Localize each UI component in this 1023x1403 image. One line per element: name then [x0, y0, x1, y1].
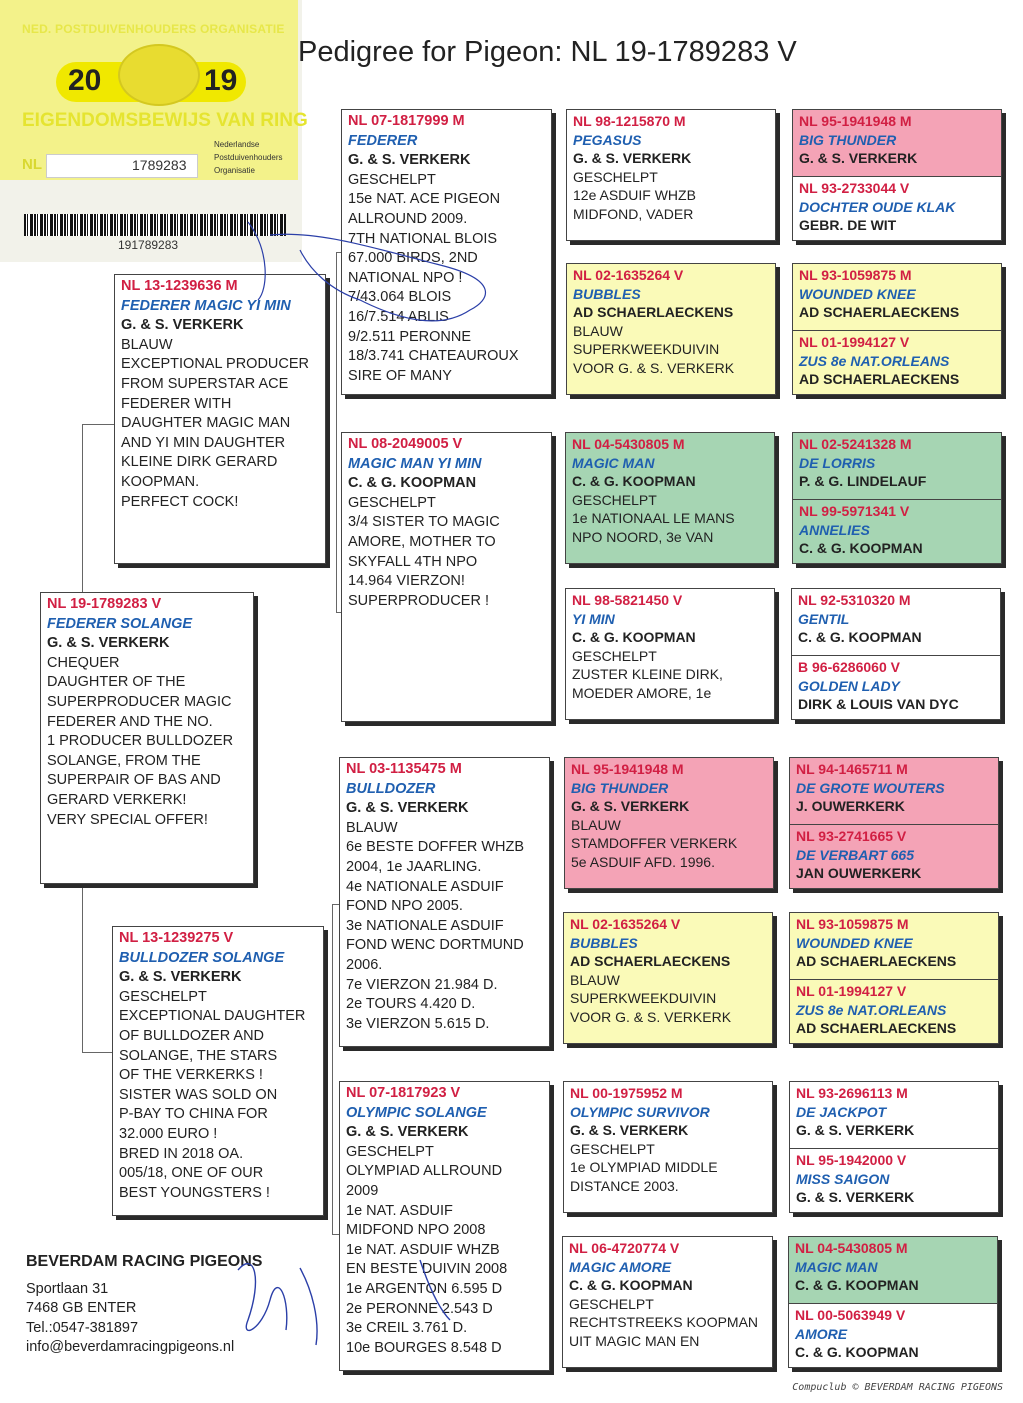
pigeon-note-line: 1e NAT. ASDUIF — [346, 1202, 453, 1219]
pigeon-name: BULLDOZER — [346, 780, 436, 797]
ring-number: NL 00-1975952 M — [570, 1085, 683, 1101]
pigeon-note-line: SKYFALL 4TH NPO — [348, 553, 478, 570]
pigeon-entry — [790, 758, 998, 824]
pigeon-note-line: RECHTSTREEKS KOOPMAN — [569, 1314, 759, 1330]
pigeon-entry — [790, 979, 998, 1044]
ring-number: NL 04-5430805 M — [795, 1240, 908, 1256]
connector-line — [332, 904, 333, 1234]
pigeon-note-line: 7TH NATIONAL BLOIS — [348, 230, 498, 247]
pigeon-note-line: EXCEPTIONAL DAUGHTER — [119, 1008, 306, 1025]
certificate-country: NL — [22, 156, 42, 173]
ring-number: NL 92-5310320 M — [798, 592, 911, 608]
pigeon-note-line: 2004, 1e JAARLING. — [346, 858, 482, 875]
pigeon-card-great-granddam-4 — [562, 1236, 773, 1368]
pigeon-note-line: 6e BESTE DOFFER WHZB — [346, 839, 525, 856]
pigeon-note-line: SUPERPRODUCER ! — [348, 592, 489, 609]
pigeon-note-line: 3e CREIL 3.761 D. — [346, 1320, 468, 1337]
breeder: G. & S. VERKERK — [346, 1124, 469, 1141]
ring-number: NL 03-1135475 M — [346, 761, 462, 777]
pigeon-entry — [789, 1303, 997, 1368]
pigeon-name: BIG THUNDER — [571, 779, 669, 796]
breeder: G. & S. VERKERK — [796, 1189, 915, 1205]
pigeon-note-line: STAMDOFFER VERKERK — [571, 835, 738, 851]
breeder: G. & S. VERKERK — [570, 1122, 689, 1138]
certificate-label: EIGENDOMSBEWIJS VAN RING — [22, 110, 308, 131]
pigeon-name: MAGIC MAN YI MIN — [348, 455, 482, 472]
pigeon-note-line: ZUSTER KLEINE DIRK, — [572, 666, 723, 682]
ring-number: NL 07-1817999 M — [348, 113, 465, 129]
pigeon-entry — [793, 176, 1001, 241]
pigeon-name: BULLDOZER SOLANGE — [119, 949, 285, 966]
certificate-organisation: NED. POSTDUIVENHOUDERS ORGANISATIE — [22, 22, 285, 36]
pigeon-name: YI MIN — [572, 610, 615, 627]
ring-number: NL 13-1239636 M — [121, 278, 238, 294]
connector-line — [336, 252, 337, 612]
pigeon-note-line: FEDERER AND THE NO. — [47, 713, 213, 730]
certificate-ring-number: 1789283 — [132, 157, 187, 173]
pigeon-note-line: 2009 — [346, 1182, 379, 1199]
pigeon-note-line: 1e OLYMPIAD MIDDLE — [570, 1159, 718, 1175]
pigeon-card-great-granddam-1 — [566, 263, 776, 395]
pigeon-card-grandsire-2 — [339, 757, 550, 1047]
pigeon-note-line: GESCHELPT — [572, 647, 657, 664]
pigeon-note-line: OF THE VERKERKS ! — [119, 1067, 263, 1084]
ring-number: NL 95-1941948 M — [799, 113, 912, 129]
pigeon-notes — [573, 168, 769, 224]
pigeon-note-line: VERY SPECIAL OFFER! — [47, 811, 208, 828]
ring-number: NL 02-1635264 V — [570, 916, 681, 932]
pigeon-card-great-grandsire-2 — [565, 432, 775, 564]
pigeon-note-line: DAUGHTER MAGIC MAN — [121, 415, 291, 432]
ring-number: NL 06-4720774 V — [569, 1240, 680, 1256]
breeder: G. & S. VERKERK — [119, 969, 242, 986]
pigeon-pair-card-8 — [788, 1236, 998, 1368]
breeder: G. & S. VERKERK — [47, 635, 170, 652]
pigeon-card-granddam-1 — [341, 432, 552, 722]
contact-block — [26, 1252, 262, 1358]
pigeon-note-line: UIT MAGIC MAN EN — [569, 1332, 700, 1349]
pigeon-note-line: BEST YOUNGSTERS ! — [119, 1184, 270, 1201]
pigeon-note-line: OF BULLDOZER AND — [119, 1027, 265, 1044]
pigeon-name: GOLDEN LADY — [798, 677, 900, 694]
pigeon-note-line: 10e BOURGES 8.548 D — [346, 1339, 502, 1356]
pigeon-note-line: SUPERPRODUCER MAGIC — [47, 693, 232, 710]
pigeon-note-line: OLYMPIAD ALLROUND — [346, 1163, 503, 1180]
pigeon-note-line: AND YI MIN DAUGHTER — [121, 434, 286, 451]
ring-number: NL 93-2741665 V — [796, 828, 907, 844]
breeder: G. & S. VERKERK — [346, 800, 469, 817]
connector-line — [82, 424, 116, 425]
pigeon-entry — [790, 913, 998, 979]
pigeon-name: ANNELIES — [799, 521, 870, 538]
pigeon-note-line: 3e NATIONALE ASDUIF — [346, 917, 504, 934]
pigeon-name: DE JACKPOT — [796, 1103, 887, 1120]
pigeon-notes — [346, 1143, 543, 1359]
pigeon-notes — [348, 494, 545, 612]
pigeon-note-line: GESCHELPT — [348, 171, 436, 188]
pigeon-notes — [119, 988, 317, 1204]
pigeon-pair-card-5 — [789, 757, 999, 889]
breeder: AD SCHAERLAECKENS — [799, 371, 960, 387]
pigeon-card-dam — [112, 926, 324, 1216]
pigeon-note-line: SUPERPAIR OF BAS AND — [47, 772, 221, 789]
breeder: GEBR. DE WIT — [799, 217, 897, 233]
breeder: G. & S. VERKERK — [573, 150, 692, 166]
ring-number: NL 95-1941948 M — [571, 761, 684, 777]
pigeon-note-line: GESCHELPT — [569, 1295, 654, 1312]
pigeon-card-great-grandsire-1 — [566, 109, 776, 241]
pigeon-pair-card-7 — [789, 1081, 999, 1213]
ring-number: NL 00-5063949 V — [795, 1307, 906, 1323]
ring-number: NL 93-1059875 M — [796, 916, 909, 932]
pigeon-entry — [793, 499, 1001, 564]
pigeon-note-line: FOND WENC DORTMUND — [346, 937, 524, 954]
ring-certificate — [0, 0, 308, 262]
ring-number: NL 98-5821450 V — [572, 592, 683, 608]
pigeon-note-line: BLAUW — [573, 322, 623, 339]
page-title: Pedigree for Pigeon: NL 19-1789283 V — [298, 36, 797, 68]
pigeon-notes — [570, 1140, 766, 1196]
pigeon-name: ZUS 8e NAT.ORLEANS — [796, 1001, 947, 1018]
breeder: G. & S. VERKERK — [796, 1122, 915, 1138]
pigeon-note-line: BLAUW — [346, 819, 398, 836]
pigeon-note-line: GESCHELPT — [573, 168, 658, 185]
pigeon-note-line: 7e VIERZON 21.984 D. — [346, 976, 498, 993]
pigeon-note-line: ALLROUND 2009. — [348, 210, 468, 227]
pigeon-note-line: MIDFOND NPO 2008 — [346, 1222, 486, 1239]
breeder: C. & G. KOOPMAN — [572, 473, 696, 489]
pigeon-note-line: MOEDER AMORE, 1e — [572, 684, 712, 701]
pigeon-note-line: NATIONAL NPO ! — [348, 269, 463, 286]
pigeon-name: MAGIC AMORE — [569, 1258, 672, 1275]
pigeon-note-line: 18/3.741 CHATEAUROUX — [348, 348, 519, 365]
breeder: C. & G. KOOPMAN — [795, 1344, 919, 1360]
breeder: AD SCHAERLAECKENS — [570, 953, 731, 969]
ring-number: NL 94-1465711 M — [796, 761, 908, 777]
pigeon-name: BUBBLES — [573, 285, 641, 302]
breeder: AD SCHAERLAECKENS — [573, 304, 734, 320]
pigeon-notes — [346, 819, 543, 1035]
pigeon-name: WOUNDED KNEE — [799, 285, 916, 302]
pigeon-name: AMORE — [795, 1325, 848, 1342]
pigeon-note-line: 9/2.511 PERONNE — [348, 328, 472, 345]
breeder: P. & G. LINDELAUF — [799, 473, 927, 489]
year-right: 19 — [204, 64, 238, 97]
barcode — [24, 214, 286, 236]
pigeon-name: WOUNDED KNEE — [796, 934, 913, 951]
pigeon-note-line: EN BESTE DUIVIN 2008 — [346, 1261, 508, 1278]
pigeon-note-line: FEDERER WITH — [121, 395, 232, 412]
pigeon-note-line: GESCHELPT — [572, 491, 657, 508]
pigeon-entry — [792, 655, 1000, 720]
pigeon-name: MISS SAIGON — [796, 1170, 890, 1187]
pigeon-name: MAGIC MAN — [572, 454, 655, 471]
pigeon-note-line: FOND NPO 2005. — [346, 898, 463, 915]
ring-number: NL 07-1817923 V — [346, 1085, 461, 1101]
pigeon-entry — [792, 589, 1000, 655]
breeder: C. & G. KOOPMAN — [569, 1277, 693, 1293]
pigeon-name: OLYMPIC SOLANGE — [346, 1104, 487, 1121]
pigeon-note-line: 32.000 EURO ! — [119, 1125, 218, 1142]
breeder: G. & S. VERKERK — [571, 798, 690, 814]
pigeon-note-line: FROM SUPERSTAR ACE — [121, 375, 289, 392]
pigeon-entry — [790, 824, 998, 889]
pigeon-note-line: 1 PRODUCER BULLDOZER — [47, 733, 234, 750]
breeder: AD SCHAERLAECKENS — [799, 304, 960, 320]
pigeon-note-line: DAUGHTER OF THE — [47, 674, 186, 691]
pigeon-name: BUBBLES — [570, 934, 638, 951]
pigeon-entry — [790, 1082, 998, 1148]
pigeon-note-line: 15e NAT. ACE PIGEON — [348, 191, 501, 208]
ring-number: NL 02-1635264 V — [573, 267, 684, 283]
pigeon-pair-card-3 — [792, 432, 1002, 564]
pigeon-note-line: 5e ASDUIF AFD. 1996. — [571, 853, 715, 870]
pigeon-note-line: BLAUW — [121, 336, 173, 353]
email-link[interactable]: info@beverdamracingpigeons.nl — [26, 1339, 235, 1356]
pigeon-notes — [47, 654, 247, 830]
pigeon-name: FEDERER MAGIC YI MIN — [121, 297, 291, 314]
breeder: G. & S. VERKERK — [799, 150, 918, 166]
pigeon-card-great-grandsire-4 — [563, 1081, 773, 1213]
pigeon-note-line: SOLANGE, THE STARS — [119, 1047, 278, 1064]
pigeon-notes — [571, 816, 767, 872]
pigeon-name: BIG THUNDER — [799, 131, 897, 148]
pigeon-card-great-granddam-2 — [565, 588, 775, 720]
pigeon-note-line: 3e VIERZON 5.615 D. — [346, 1015, 490, 1032]
pigeon-note-line: BLAUW — [571, 816, 621, 833]
lion-logo-icon — [118, 44, 200, 106]
ring-number: NL 01-1994127 V — [796, 983, 907, 999]
pigeon-name: DE VERBART 665 — [796, 846, 915, 863]
pigeon-card-granddam-2 — [339, 1081, 550, 1371]
breeder: C. & G. KOOPMAN — [798, 629, 922, 645]
ring-number: NL 04-5430805 M — [572, 436, 685, 452]
pigeon-note-line: GERARD VERKERK! — [47, 791, 187, 808]
pigeon-note-line: 7/43.064 BLOIS — [348, 289, 452, 306]
ring-number: NL 95-1942000 V — [796, 1152, 907, 1168]
pigeon-note-line: 67.000 BIRDS, 2ND — [348, 250, 478, 267]
breeder: C. & G. KOOPMAN — [348, 475, 477, 492]
pigeon-note-line: 16/7.514 ABLIS — [348, 308, 449, 325]
barcode-number: 191789283 — [118, 238, 179, 252]
pigeon-pair-card-6 — [789, 912, 999, 1044]
breeder: DIRK & LOUIS VAN DYC — [798, 696, 959, 712]
ring-number: NL 93-2733044 V — [799, 180, 910, 196]
pigeon-note-line: 4e NATIONALE ASDUIF — [346, 878, 504, 895]
ring-number: NL 99-5971341 V — [799, 503, 910, 519]
npo-logo-line: Nederlandse — [214, 140, 260, 149]
connector-line — [82, 884, 83, 1052]
ring-number: NL 01-1994127 V — [799, 334, 910, 350]
pigeon-note-line: SUPERKWEEKDUIVIN — [573, 341, 720, 357]
ring-number: NL 93-1059875 M — [799, 267, 912, 283]
pigeon-note-line: 2006. — [346, 956, 383, 973]
npo-logo — [214, 138, 294, 198]
address: Sportlaan 31 — [26, 1280, 109, 1297]
pigeon-card-sire — [114, 274, 326, 564]
breeder: C. & G. KOOPMAN — [795, 1277, 919, 1293]
city: 7468 GB ENTER — [26, 1300, 137, 1317]
pigeon-name: OLYMPIC SURVIVOR — [570, 1103, 710, 1120]
copyright-credit: Compuclub © BEVERDAM RACING PIGEONS — [792, 1382, 1003, 1393]
pigeon-note-line: KOOPMAN. — [121, 473, 200, 490]
pigeon-entry — [789, 1237, 997, 1303]
pigeon-note-line: SOLANGE, FROM THE — [47, 752, 201, 769]
ring-number: NL 93-2696113 M — [796, 1085, 908, 1101]
pigeon-note-line: 1e NAT. ASDUIF WHZB — [346, 1241, 500, 1258]
pigeon-note-line: P-BAY TO CHINA FOR — [119, 1106, 268, 1123]
pigeon-note-line: GESCHELPT — [570, 1140, 655, 1157]
phone: Tel.:0547-381897 — [26, 1319, 139, 1336]
pigeon-name: PEGASUS — [573, 131, 642, 148]
pigeon-note-line: CHEQUER — [47, 654, 120, 671]
pigeon-name: FEDERER SOLANGE — [47, 615, 193, 632]
ring-number: NL 08-2049005 V — [348, 436, 463, 452]
pigeon-entry — [793, 433, 1001, 499]
pigeon-note-line: VOOR G. & S. VERKERK — [570, 1008, 732, 1025]
pigeon-note-line: SISTER WAS SOLD ON — [119, 1086, 278, 1103]
pigeon-note-line: 005/18, ONE OF OUR — [119, 1165, 264, 1182]
pigeon-note-line: VOOR G. & S. VERKERK — [573, 359, 735, 376]
year-left: 20 — [68, 64, 102, 97]
pigeon-note-line: MIDFOND, VADER — [573, 205, 694, 222]
breeder: G. & S. VERKERK — [348, 152, 471, 169]
pigeon-notes — [121, 336, 319, 512]
ring-number: NL 13-1239275 V — [119, 930, 234, 946]
breeder: C. & G. KOOPMAN — [572, 629, 696, 645]
pigeon-note-line: 2e PERONNE 2.543 D — [346, 1300, 493, 1317]
ring-number: NL 02-5241328 M — [799, 436, 912, 452]
pigeon-note-line: BLAUW — [570, 971, 620, 988]
ring-number: B 96-6286060 V — [798, 659, 900, 675]
pigeon-notes — [573, 322, 769, 378]
pigeon-pair-card-4 — [791, 588, 1001, 720]
pigeon-card-great-granddam-3 — [563, 912, 773, 1044]
pigeon-pair-card-2 — [792, 263, 1002, 395]
pigeon-note-line: 1e NATIONAAL LE MANS — [572, 510, 735, 526]
pigeon-notes — [570, 971, 766, 1027]
npo-logo-line: Postduivenhouders — [214, 153, 283, 162]
pigeon-name: MAGIC MAN — [795, 1258, 878, 1275]
pigeon-note-line: SIRE OF MANY — [348, 367, 452, 384]
company-name: BEVERDAM RACING PIGEONS — [26, 1253, 263, 1270]
breeder: G. & S. VERKERK — [121, 317, 244, 334]
pigeon-note-line: 1e ARGENTON 6.595 D — [346, 1280, 503, 1297]
pigeon-note-line: EXCEPTIONAL PRODUCER — [121, 356, 309, 373]
pigeon-entry — [790, 1148, 998, 1213]
pigeon-notes — [569, 1295, 766, 1351]
pigeon-note-line: KLEINE DIRK GERARD — [121, 454, 278, 471]
pigeon-card-subject — [40, 592, 254, 884]
pigeon-note-line: GESCHELPT — [346, 1143, 434, 1160]
breeder: AD SCHAERLAECKENS — [796, 953, 957, 969]
pigeon-note-line: BRED IN 2018 OA. — [119, 1145, 244, 1162]
pigeon-notes — [572, 491, 768, 547]
pigeon-note-line: 3/4 SISTER TO MAGIC — [348, 514, 500, 531]
pigeon-note-line: SUPERKWEEKDUIVIN — [570, 990, 717, 1006]
pigeon-note-line: PERFECT COCK! — [121, 493, 239, 510]
npo-logo-line: Organisatie — [214, 166, 255, 175]
pigeon-entry — [793, 110, 1001, 176]
ring-number: NL 19-1789283 V — [47, 596, 162, 612]
pigeon-entry — [793, 330, 1001, 395]
pigeon-name: GENTIL — [798, 610, 850, 627]
pigeon-note-line: 14.964 VIERZON! — [348, 573, 465, 590]
breeder: J. OUWERKERK — [796, 798, 905, 814]
connector-line — [82, 424, 83, 594]
pigeon-note-line: AMORE, MOTHER TO — [348, 533, 496, 550]
breeder: AD SCHAERLAECKENS — [796, 1020, 957, 1036]
pigeon-name: DOCHTER OUDE KLAK — [799, 198, 956, 215]
pigeon-note-line: 12e ASDUIF WHZB — [573, 187, 696, 203]
pigeon-name: DE LORRIS — [799, 454, 876, 471]
pigeon-note-line: GESCHELPT — [348, 494, 436, 511]
pigeon-card-grandsire-1 — [341, 109, 552, 395]
pigeon-name: FEDERER — [348, 132, 418, 149]
pigeon-entry — [793, 264, 1001, 330]
breeder: C. & G. KOOPMAN — [799, 540, 923, 556]
pigeon-pair-card-1 — [792, 109, 1002, 241]
pigeon-name: DE GROTE WOUTERS — [796, 779, 945, 796]
pigeon-note-line: DISTANCE 2003. — [570, 1177, 679, 1194]
pigeon-card-great-grandsire-3 — [564, 757, 774, 889]
breeder: JAN OUWERKERK — [796, 865, 922, 881]
pigeon-note-line: GESCHELPT — [119, 988, 207, 1005]
pigeon-notes — [572, 647, 768, 703]
pigeon-note-line: 2e TOURS 4.420 D. — [346, 996, 476, 1013]
pigeon-note-line: NPO NOORD, 3e VAN — [572, 528, 714, 545]
connector-line — [82, 1052, 112, 1053]
pigeon-notes — [348, 171, 545, 387]
ring-number: NL 98-1215870 M — [573, 113, 686, 129]
pigeon-name: ZUS 8e NAT.ORLEANS — [799, 352, 950, 369]
